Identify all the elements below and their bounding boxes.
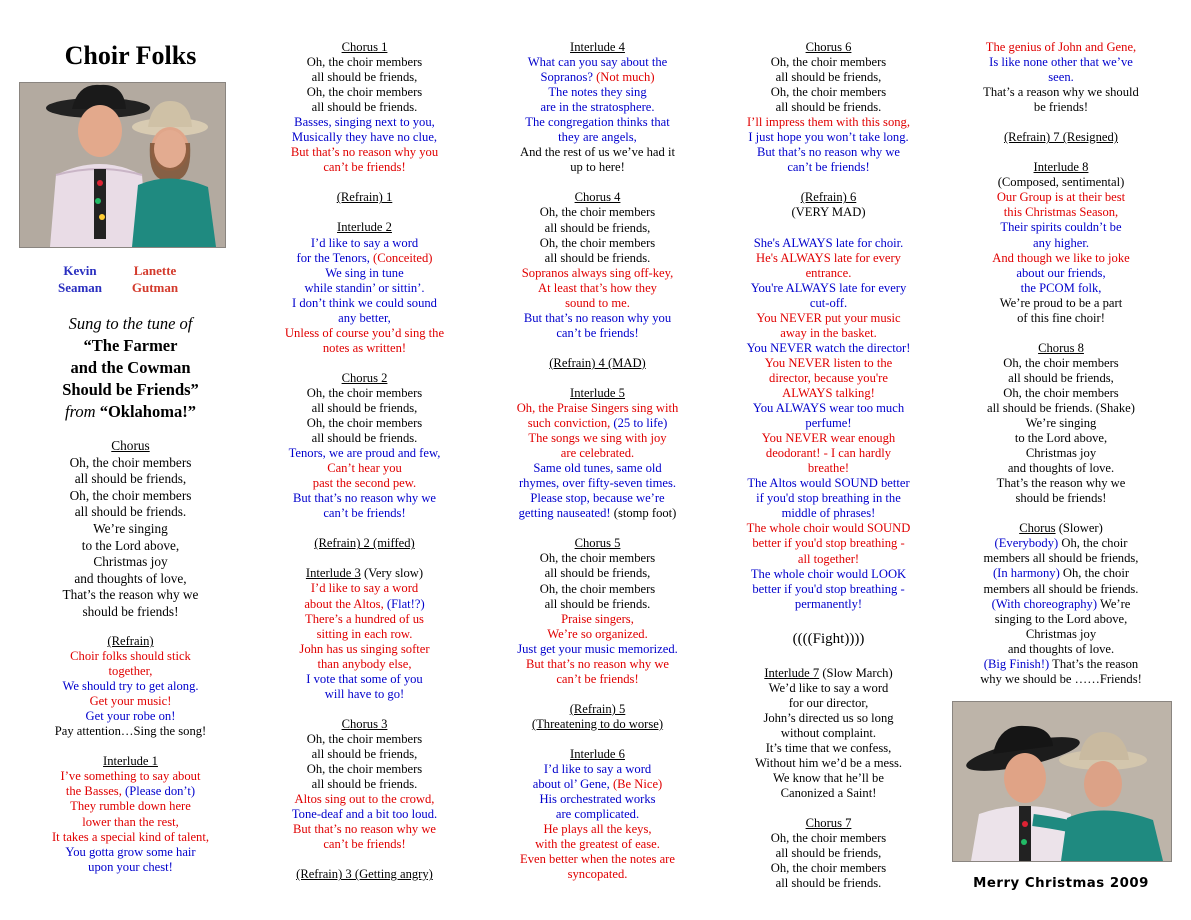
section-heading: Chorus bbox=[111, 438, 150, 453]
stanza-gap bbox=[18, 739, 243, 754]
lyric-line: The congregation thinks that bbox=[525, 115, 670, 130]
lyric-line: Oh, the choir members bbox=[306, 761, 423, 776]
lyric-text: (Slow March) bbox=[819, 665, 893, 680]
lyric-text: (Slower) bbox=[1055, 521, 1103, 536]
lyric-line: sitting in each row. bbox=[316, 626, 413, 641]
photo-tie-pull bbox=[952, 701, 1172, 862]
lyric-line: deodorant! - I can hardly bbox=[765, 446, 892, 461]
lyric-line: But that’s no reason why we bbox=[756, 145, 901, 160]
lyric-line: John has us singing softer bbox=[299, 641, 430, 656]
lyric-line: Oh, the choir members bbox=[306, 55, 423, 70]
column-4 bbox=[716, 40, 941, 891]
section-heading: Interlude 1 bbox=[103, 754, 158, 769]
lyric-line: There’s a hundred of us bbox=[305, 611, 424, 626]
lyric-line bbox=[485, 416, 710, 431]
lyric-line: Oh, the choir members bbox=[306, 385, 423, 400]
lyric-line: together, bbox=[108, 664, 153, 679]
lyric-line: upon your chest! bbox=[88, 859, 173, 874]
lyric-line: are in the stratosphere. bbox=[540, 100, 655, 115]
lyric-line: past the second pew. bbox=[312, 476, 417, 491]
lyric-line: I’d like to say a word bbox=[310, 581, 419, 596]
lyric-line: all should be friends. bbox=[74, 504, 187, 520]
lyric-line: better if you'd stop breathing - bbox=[752, 536, 905, 551]
section-heading: Chorus 3 bbox=[341, 716, 388, 731]
lyric-line: Get your robe on! bbox=[85, 709, 176, 724]
stanza-gap bbox=[716, 801, 941, 816]
section-heading: (Refrain) 1 bbox=[336, 190, 393, 205]
tune-line-2: “The Farmer bbox=[83, 336, 178, 355]
lyric-line: all should be friends, bbox=[311, 400, 418, 415]
lyric-line: We’d like to say a word bbox=[768, 680, 889, 695]
column-2 bbox=[252, 40, 477, 882]
name-lanette-text: Lanette Gutman bbox=[131, 263, 179, 295]
lyric-line: and thoughts of love. bbox=[1007, 641, 1115, 656]
stanza-gap bbox=[485, 687, 710, 702]
lyric-line: You NEVER wear enough bbox=[761, 431, 896, 446]
lyric-line: seen. bbox=[1048, 70, 1074, 85]
lyric-line: all together! bbox=[797, 551, 860, 566]
lyric-text: for the Tenors, bbox=[296, 250, 374, 265]
lyric-line: are complicated. bbox=[555, 807, 640, 822]
lyric-line: if you'd stop breathing in the bbox=[756, 491, 901, 506]
lyric-text: (Be Nice) bbox=[612, 777, 663, 792]
lyric-line: Without him we’d be a mess. bbox=[754, 755, 903, 770]
photo-illustration-2 bbox=[953, 702, 1171, 861]
lyric-line: Oh, the choir members bbox=[770, 85, 887, 100]
lyric-line: Oh, the choir members bbox=[306, 731, 423, 746]
section-heading: (Refrain) 6 bbox=[800, 190, 857, 205]
lyric-line: Just get your music memorized. bbox=[517, 641, 678, 656]
name-kevin-text: Kevin Seaman bbox=[57, 263, 103, 295]
lyric-text: (Very slow) bbox=[360, 566, 424, 581]
lyric-text: the Basses, bbox=[65, 784, 126, 799]
lyric-line: should be friends! bbox=[1015, 491, 1107, 506]
lyric-line: be friends! bbox=[1033, 100, 1089, 115]
lyric-line: members all should be friends. bbox=[983, 581, 1139, 596]
lyric-line: all should be friends. bbox=[311, 431, 418, 446]
lyric-line: He's ALWAYS late for every bbox=[756, 250, 901, 265]
lyric-line: But that’s no reason why you bbox=[290, 145, 439, 160]
lyric-text: Interlude 3 bbox=[305, 566, 361, 581]
lyric-line: Their spirits couldn’t be bbox=[1000, 220, 1122, 235]
lyric-line: The whole choir would SOUND bbox=[746, 521, 911, 536]
lyric-line: We sing in tune bbox=[325, 265, 404, 280]
lyric-line: Christmas joy bbox=[1025, 626, 1097, 641]
lyric-line: Oh, the choir members bbox=[69, 454, 192, 470]
lyric-line: You NEVER listen to the bbox=[764, 355, 893, 370]
stanza-gap bbox=[950, 145, 1172, 160]
section-heading: Chorus 4 bbox=[574, 190, 621, 205]
lyric-line: The genius of John and Gene, bbox=[985, 40, 1137, 54]
lyric-text: about ol’ Gene, bbox=[532, 777, 613, 792]
lyric-line: Canonized a Saint! bbox=[780, 786, 877, 801]
lyric-line bbox=[950, 521, 1172, 536]
lyric-line: any better, bbox=[338, 310, 391, 325]
lyric-line: That’s the reason why we bbox=[62, 587, 199, 603]
stanza-gap bbox=[485, 371, 710, 386]
stanza-gap bbox=[252, 702, 477, 717]
lyric-line: He plays all the keys, bbox=[543, 822, 652, 837]
lyric-line: Basses, singing next to you, bbox=[294, 115, 435, 130]
lyric-line: You NEVER put your music bbox=[756, 310, 901, 325]
lyric-line: We know that he’ll be bbox=[773, 771, 884, 786]
lyric-line bbox=[950, 657, 1172, 672]
lyric-line: Get your music! bbox=[89, 694, 172, 709]
lyric-line: Oh, the choir members bbox=[539, 235, 656, 250]
lyric-line: all should be friends. bbox=[775, 876, 882, 891]
lyric-line: You gotta grow some hair bbox=[65, 844, 196, 859]
lyric-line: She's ALWAYS late for choir. bbox=[753, 235, 904, 250]
page-title: Choir Folks bbox=[64, 41, 197, 70]
lyric-line: It’s time that we confess, bbox=[765, 740, 892, 755]
stanza-gap bbox=[716, 175, 941, 190]
tune-credit bbox=[18, 313, 243, 423]
lyric-line: they are angels, bbox=[558, 130, 637, 145]
lyric-line: and thoughts of love, bbox=[74, 570, 187, 586]
lyric-line: entrance. bbox=[805, 265, 852, 280]
section-heading: Interlude 8 bbox=[1033, 160, 1089, 175]
lyric-line: We should try to get along. bbox=[62, 679, 199, 694]
section-heading: (Refrain) 5 bbox=[569, 701, 626, 716]
lyric-line: syncopated. bbox=[567, 867, 628, 882]
lyric-text: That’s the reason bbox=[1049, 656, 1139, 671]
lyric-line: all should be friends. bbox=[544, 250, 651, 265]
lyric-line: Oh, the choir members bbox=[69, 487, 192, 503]
lyric-line: We’re so organized. bbox=[547, 626, 648, 641]
lyric-line: all should be friends, bbox=[775, 70, 882, 85]
lyric-line: That’s a reason why we should bbox=[983, 85, 1139, 100]
lyric-line: Musically they have no clue, bbox=[291, 130, 438, 145]
lyric-line: I’ve something to say about bbox=[60, 769, 201, 784]
lyric-text: about the Altos, bbox=[304, 596, 387, 611]
stanza-gap bbox=[485, 521, 710, 536]
lyric-line: You ALWAYS wear too much bbox=[752, 401, 905, 416]
lyric-line: all should be friends, bbox=[311, 70, 418, 85]
stanza-gap bbox=[252, 356, 477, 371]
lyric-line: That’s the reason why we bbox=[996, 476, 1126, 491]
section-heading: Chorus 8 bbox=[1038, 340, 1084, 355]
lyric-line: better if you'd stop breathing - bbox=[752, 581, 905, 596]
lyric-line: perfume! bbox=[805, 416, 852, 431]
lyric-line: breathe! bbox=[807, 461, 850, 476]
lyric-line: Christmas joy bbox=[1025, 446, 1097, 461]
lyric-line: Tenors, we are proud and few, bbox=[288, 446, 441, 461]
stanza-gap bbox=[950, 115, 1172, 130]
stanza-gap bbox=[485, 175, 710, 190]
lyric-line bbox=[18, 784, 243, 799]
stanza-gap bbox=[252, 175, 477, 190]
lyric-line: The notes they sing bbox=[548, 85, 647, 100]
lyric-line: I’d like to say a word bbox=[310, 235, 419, 250]
stanza-gap bbox=[485, 341, 710, 356]
lyric-line: ALWAYS talking! bbox=[782, 385, 875, 400]
tune-line-3: and the Cowman bbox=[70, 358, 191, 377]
lyric-line: while standin’ or sittin’. bbox=[304, 280, 425, 295]
lyric-line: But that’s no reason why we bbox=[292, 822, 437, 837]
lyric-text: Oh, the choir bbox=[1059, 566, 1130, 581]
lyric-line: for our director, bbox=[788, 695, 869, 710]
lyric-line: all should be friends, bbox=[74, 471, 187, 487]
lyric-line: all should be friends. bbox=[311, 777, 418, 792]
lyric-line: Tone-deaf and a bit too loud. bbox=[291, 807, 438, 822]
lyric-line: They rumble down here bbox=[70, 799, 191, 814]
name-kevin bbox=[40, 262, 120, 296]
lyric-line: all should be friends. bbox=[544, 596, 651, 611]
lyric-line: sound to me. bbox=[565, 295, 630, 310]
lyric-line: Oh, the choir members bbox=[306, 416, 423, 431]
section-heading: (Threatening to do worse) bbox=[531, 716, 664, 731]
lyric-line: The songs we sing with joy bbox=[528, 431, 667, 446]
stanza-gap bbox=[252, 551, 477, 566]
lyric-line: singing to the Lord above, bbox=[994, 611, 1128, 626]
lyric-text: getting nauseated! bbox=[518, 506, 614, 521]
lyric-line: should be friends! bbox=[82, 603, 179, 619]
stanza-gap bbox=[716, 651, 941, 666]
lyric-line: with the greatest of ease. bbox=[535, 837, 660, 852]
lyric-line: Choir folks should stick bbox=[70, 649, 191, 664]
lyric-line: His orchestrated works bbox=[539, 792, 656, 807]
lyric-line: Oh, the choir members bbox=[1003, 355, 1119, 370]
lyric-text: Oh, the choir bbox=[1058, 536, 1128, 551]
stanza-gap bbox=[485, 732, 710, 747]
lyric-text: We’re bbox=[1097, 596, 1131, 611]
lyric-line: any higher. bbox=[1033, 235, 1089, 250]
lyric-text: (25 to life) bbox=[613, 416, 668, 431]
section-heading: Chorus 7 bbox=[805, 816, 852, 831]
photo-illustration bbox=[20, 83, 225, 247]
name-lanette bbox=[115, 262, 195, 296]
lyric-text: (Everybody) bbox=[994, 536, 1059, 551]
section-heading: Interlude 2 bbox=[337, 220, 392, 235]
lyric-line: Even better when the notes are bbox=[520, 852, 675, 867]
lyric-line: can’t be friends! bbox=[323, 506, 406, 521]
lyric-line: Oh, the choir members bbox=[306, 85, 423, 100]
lyric-line: Same old tunes, same old bbox=[533, 461, 662, 476]
section-heading: Chorus 1 bbox=[341, 40, 388, 54]
lyric-line: lower than the rest, bbox=[82, 814, 179, 829]
column-5 bbox=[950, 40, 1172, 687]
lyric-line bbox=[716, 666, 941, 681]
lyric-line: Oh, the Praise Singers sing with bbox=[516, 400, 679, 415]
stanza-gap bbox=[950, 326, 1172, 341]
lyric-text: Sopranos? bbox=[540, 70, 597, 85]
lyric-line: can’t be friends! bbox=[323, 837, 406, 852]
lyric-line: all should be friends. (Shake) bbox=[987, 400, 1135, 415]
lyric-line bbox=[252, 251, 477, 266]
stanza-gap bbox=[252, 852, 477, 867]
lyric-line: notes as written! bbox=[322, 340, 407, 355]
lyric-line: It takes a special kind of talent, bbox=[51, 829, 210, 844]
stanza-gap bbox=[716, 612, 941, 627]
lyric-line: But that’s no reason why we bbox=[525, 656, 670, 671]
lyric-text: (Flat!?) bbox=[386, 596, 425, 611]
lyric-line: Our Group is at their best bbox=[996, 190, 1126, 205]
lyric-line bbox=[950, 566, 1172, 581]
section-heading: (Refrain) 7 (Resigned) bbox=[1003, 130, 1118, 145]
lyric-line: Unless of course you’d sing the bbox=[284, 325, 445, 340]
lyric-text: such conviction, bbox=[527, 416, 614, 431]
lyric-text: (stomp foot) bbox=[613, 506, 677, 521]
section-heading: (Refrain) 4 (MAD) bbox=[549, 355, 646, 370]
lyric-line: What can you say about the bbox=[527, 55, 668, 70]
lyric-line: And though we like to joke bbox=[992, 250, 1130, 265]
lyric-line: all should be friends. bbox=[775, 100, 882, 115]
lyric-text: (Big Finish!) bbox=[983, 656, 1050, 671]
section-heading: Interlude 6 bbox=[570, 746, 625, 761]
lyric-line: You NEVER watch the director! bbox=[746, 340, 911, 355]
lyric-line: Oh, the choir members bbox=[770, 55, 887, 70]
section-heading: (Refrain) bbox=[107, 634, 154, 648]
lyric-line: to the Lord above, bbox=[81, 537, 180, 553]
lyric-line: of this fine choir! bbox=[1017, 310, 1105, 325]
lyric-line: rhymes, over fifty-seven times. bbox=[518, 476, 677, 491]
lyric-line: We’re singing bbox=[1025, 416, 1097, 431]
lyric-line: (VERY MAD) bbox=[791, 205, 866, 220]
lyric-line: Altos sing out to the crowd, bbox=[294, 792, 435, 807]
lyric-line: and thoughts of love. bbox=[1007, 461, 1115, 476]
lyric-line: The whole choir would LOOK bbox=[750, 566, 907, 581]
lyric-line: We’re proud to be a part bbox=[999, 295, 1123, 310]
lyric-line: middle of phrases! bbox=[781, 506, 876, 521]
section-heading: (Refrain) 3 (Getting angry) bbox=[296, 867, 433, 882]
lyric-line: can’t be friends! bbox=[556, 325, 639, 340]
lyric-line: Oh, the choir members bbox=[770, 861, 887, 876]
lyric-line: all should be friends, bbox=[544, 566, 651, 581]
lyric-text: (Not much) bbox=[596, 70, 655, 85]
lyric-line: can’t be friends! bbox=[787, 160, 870, 175]
lyric-line: I don’t think we could sound bbox=[292, 295, 437, 310]
photo-kevin-lanette bbox=[19, 82, 226, 248]
lyric-line bbox=[485, 506, 710, 521]
lyric-text: Interlude 7 bbox=[764, 665, 820, 680]
lyric-line: Christmas joy bbox=[93, 554, 168, 570]
lyric-line: Praise singers, bbox=[561, 611, 634, 626]
lyric-line bbox=[485, 70, 710, 85]
lyric-line: the PCOM folk, bbox=[1020, 280, 1102, 295]
lyric-line: director, because you're bbox=[769, 370, 888, 385]
lyric-text: (In harmony) bbox=[992, 566, 1060, 581]
lyric-line: Can’t hear you bbox=[327, 461, 402, 476]
lyric-line: Sopranos always sing off-key, bbox=[521, 265, 674, 280]
lyric-line bbox=[252, 566, 477, 581]
lyric-text: (Conceited) bbox=[373, 250, 433, 265]
lyric-line: Pay attention…Sing the song! bbox=[54, 724, 207, 739]
stanza-gap bbox=[252, 205, 477, 220]
tune-line-4: Should be Friends” bbox=[62, 380, 199, 399]
section-heading: Chorus 5 bbox=[574, 536, 621, 551]
lyric-line: up to here! bbox=[570, 160, 625, 175]
lyric-line: all should be friends, bbox=[544, 220, 651, 235]
lyric-line: without complaint. bbox=[780, 725, 877, 740]
lyric-line: I’d like to say a word bbox=[543, 761, 652, 776]
lyric-line: Oh, the choir members bbox=[770, 831, 887, 846]
section-heading: Interlude 5 bbox=[570, 385, 625, 400]
lyric-line: John’s directed us so long bbox=[763, 710, 894, 725]
lyric-line: away in the basket. bbox=[780, 325, 877, 340]
lyric-line: about our friends, bbox=[1016, 265, 1106, 280]
tune-line-1: Sung to the tune of bbox=[68, 314, 193, 333]
lyric-line: Please stop, because we’re bbox=[530, 491, 665, 506]
lyric-text: (With choreography) bbox=[991, 596, 1098, 611]
lyric-line: why we should be ……Friends! bbox=[980, 671, 1142, 686]
lyric-line: permanently! bbox=[794, 596, 863, 611]
lyric-line: than anybody else, bbox=[317, 656, 412, 671]
lyric-line: this Christmas Season, bbox=[1003, 205, 1119, 220]
section-heading: Interlude 4 bbox=[570, 40, 625, 54]
lyric-line: Is like none other that we’ve bbox=[989, 55, 1133, 70]
tune-line-5: from “Oklahoma!” bbox=[65, 402, 196, 421]
lyric-line: We’re singing bbox=[93, 520, 168, 536]
lyric-line: all should be friends, bbox=[775, 846, 882, 861]
stanza-gap bbox=[950, 506, 1172, 521]
lyric-line: all should be friends, bbox=[311, 746, 418, 761]
lyric-line bbox=[485, 777, 710, 792]
fight-cue: ((((Fight)))) bbox=[792, 630, 865, 647]
lyric-line: Oh, the choir members bbox=[539, 205, 656, 220]
lyric-line: I just hope you won’t take long. bbox=[748, 130, 909, 145]
lyric-line: Oh, the choir members bbox=[539, 581, 656, 596]
lyric-line: Oh, the choir members bbox=[539, 551, 656, 566]
lyric-line: will have to go! bbox=[324, 686, 405, 701]
section-heading: (Refrain) 2 (miffed) bbox=[314, 536, 415, 551]
lyric-line: all should be friends. bbox=[311, 100, 418, 115]
stanza-gap bbox=[252, 521, 477, 536]
lyric-line bbox=[950, 597, 1172, 612]
lyric-line: You're ALWAYS late for every bbox=[750, 280, 907, 295]
lyric-line: can’t be friends! bbox=[323, 160, 406, 175]
section-heading: Chorus 2 bbox=[341, 370, 388, 385]
column-1-refrain bbox=[18, 634, 243, 875]
lyric-line: can’t be friends! bbox=[556, 671, 639, 686]
lyric-line bbox=[252, 597, 477, 612]
lyric-line: to the Lord above, bbox=[1014, 431, 1108, 446]
lyric-line: are celebrated. bbox=[560, 446, 635, 461]
lyric-line: The Altos would SOUND better bbox=[747, 476, 910, 491]
lyric-line: But that’s no reason why we bbox=[292, 491, 437, 506]
column-3 bbox=[485, 40, 710, 882]
lyric-text: (Please don’t) bbox=[125, 784, 196, 799]
lyric-line: I vote that some of you bbox=[306, 671, 423, 686]
lyric-line: Oh, the choir members bbox=[1003, 385, 1119, 400]
lyric-line: At least that’s how they bbox=[538, 280, 657, 295]
lyric-line: cut-off. bbox=[809, 295, 848, 310]
lyric-line: (Composed, sentimental) bbox=[997, 175, 1125, 190]
section-heading: Chorus 6 bbox=[805, 40, 852, 54]
lyric-line: all should be friends, bbox=[1008, 370, 1114, 385]
footer-greeting: Merry Christmas 2009 bbox=[973, 876, 1149, 891]
lyric-line: I’ll impress them with this song, bbox=[746, 115, 910, 130]
lyric-line: And the rest of us we’ve had it bbox=[520, 145, 675, 160]
stanza-gap bbox=[716, 221, 941, 236]
lyric-text: Chorus bbox=[1019, 521, 1056, 536]
column-1-chorus bbox=[18, 438, 243, 621]
lyric-line bbox=[950, 536, 1172, 551]
lyric-line: members all should be friends, bbox=[983, 551, 1139, 566]
lyric-line: But that’s no reason why you bbox=[523, 310, 672, 325]
